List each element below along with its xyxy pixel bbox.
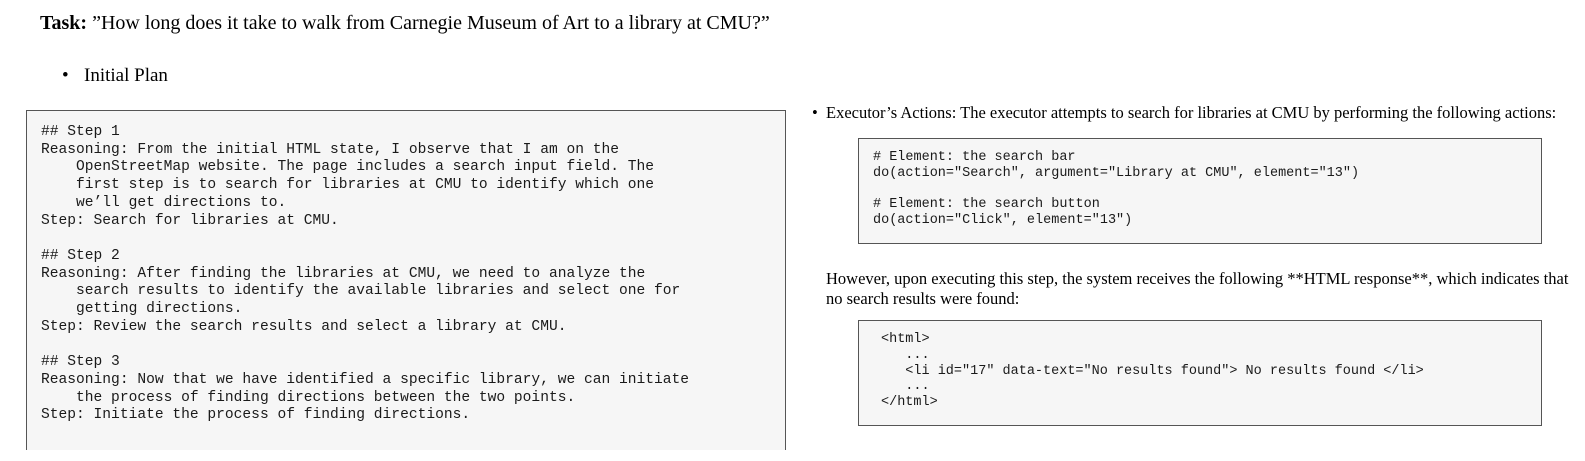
- html-response-code: <html> ... <li id="17" data-text="No results found"> No results found </li> ... </html>: [881, 332, 1424, 411]
- initial-plan-bullet: [62, 65, 168, 87]
- executor-actions-bullet: [812, 103, 1556, 123]
- html-response-code-block: [858, 320, 1542, 426]
- task-question: ”How long does it take to walk from Carnegie Museum of Art to a library at CMU?”: [92, 12, 770, 34]
- executor-actions-code-block: [858, 138, 1542, 244]
- bullet-icon: •: [62, 65, 69, 86]
- task-statement: [40, 12, 770, 35]
- executor-actions-label: Executor’s Actions: The executor attempts to search for libraries at CMU by performing the following actions:: [826, 103, 1557, 122]
- bullet-icon: •: [812, 103, 818, 122]
- html-response-description: However, upon executing this step, the system receives the following **HTML response**, which indicates that no search results were found:: [826, 269, 1569, 308]
- task-label: Task:: [40, 12, 88, 34]
- initial-plan-code: ## Step 1 Reasoning: From the initial HTML state, I observe that I am on the OpenStreetMap website. The page includes a search input field. The first step is to search for libraries at CMU to identify which one we’ll get directions to. Step: Search for libraries at CMU. ## Step 2 Reasoning: After finding the libraries at CMU, we need to analyze the search results to identify the available libraries and select one for getting directions. Step: Review the search results and select a library at CMU. ## Step 3 Reasoning: Now that we have identified a specific library, we can initiate the process of finding directions between the two points. Step: Initiate the process of finding directions.: [41, 124, 690, 424]
- executor-actions-code: # Element: the search bar do(action="Search", argument="Library at CMU", element="13") # Element: the search button do(action="Click", element="13"): [873, 150, 1360, 229]
- initial-plan-label: Initial Plan: [84, 65, 168, 86]
- initial-plan-code-block: [26, 110, 786, 450]
